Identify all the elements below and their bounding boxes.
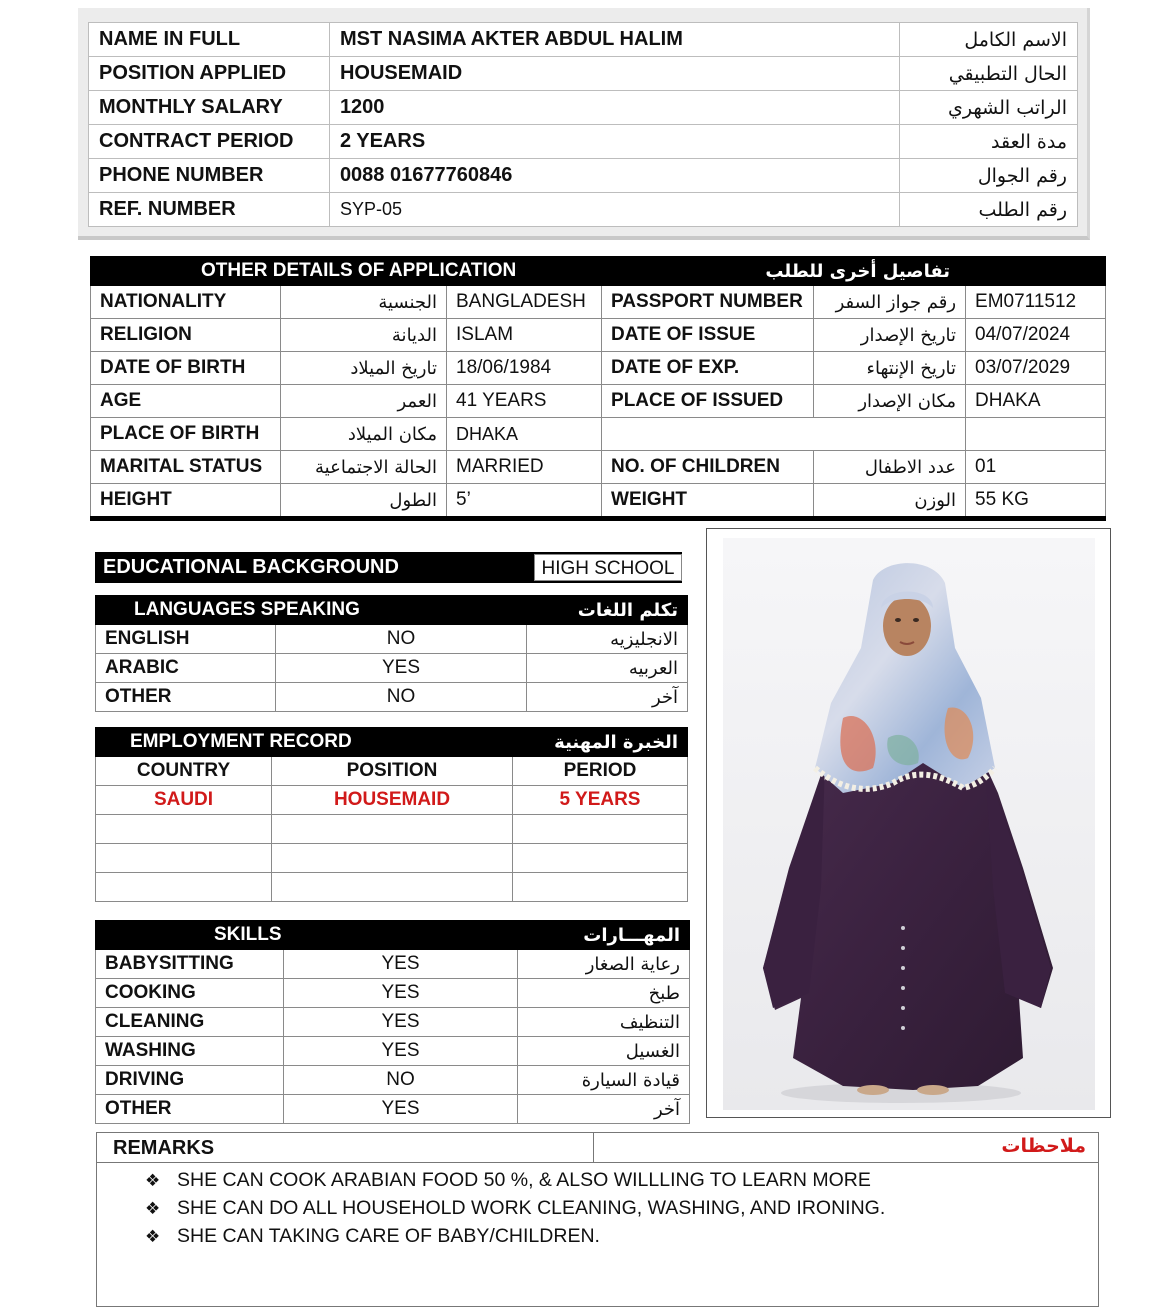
employment-header <box>96 728 688 757</box>
skills-header <box>96 921 690 950</box>
languages-title: LANGUAGES SPEAKING <box>96 596 527 625</box>
skills-title-ar: المهـــارات <box>518 921 690 950</box>
remarks-label-ar: ملاحظات <box>1001 1135 1086 1157</box>
remarks-list <box>145 1166 885 1250</box>
height-label-ar: الطول <box>281 484 447 519</box>
language-label: ENGLISH <box>96 625 276 654</box>
language-label: OTHER <box>96 683 276 712</box>
remark-text: SHE CAN TAKING CARE OF BABY/CHILDREN. <box>177 1225 600 1247</box>
skill-value: YES <box>284 979 518 1008</box>
list-item <box>145 1166 885 1194</box>
issue-date-value: 04/07/2024 <box>966 319 1106 352</box>
skill-label: WASHING <box>96 1037 284 1066</box>
religion-value: ISLAM <box>447 319 602 352</box>
table-row <box>96 815 688 844</box>
phone-label: PHONE NUMBER <box>89 159 330 193</box>
place-issued-label: PLACE OF ISSUED <box>602 385 814 418</box>
passport-value: EM0711512 <box>966 286 1106 319</box>
children-label-ar: عدد الاطفال <box>814 451 966 484</box>
expiry-label-ar: تاريخ الإنتهاء <box>814 352 966 385</box>
personal-info-table <box>88 22 1078 227</box>
expiry-label: DATE OF EXP. <box>602 352 814 385</box>
name-label: NAME IN FULL <box>89 23 330 57</box>
empty-cell <box>272 873 513 902</box>
expiry-value: 03/07/2029 <box>966 352 1106 385</box>
diamond-bullet-icon: ❖ <box>145 1227 161 1247</box>
skills-title: SKILLS <box>96 921 518 950</box>
nationality-label: NATIONALITY <box>91 286 281 319</box>
table-row <box>91 484 1106 519</box>
age-label: AGE <box>91 385 281 418</box>
passport-label-ar: رقم جواز السفر <box>814 286 966 319</box>
language-value: NO <box>276 625 527 654</box>
languages-title-ar: تكلم اللغات <box>527 596 688 625</box>
table-row <box>96 1008 690 1037</box>
column-header: PERIOD <box>513 757 688 786</box>
table-row <box>96 1066 690 1095</box>
empty-cell <box>96 815 272 844</box>
diamond-bullet-icon: ❖ <box>145 1199 161 1219</box>
skill-value: YES <box>284 1008 518 1037</box>
table-row <box>89 193 1078 227</box>
diamond-bullet-icon: ❖ <box>145 1171 161 1191</box>
other-details-header <box>91 257 1106 286</box>
children-value: 01 <box>966 451 1106 484</box>
salary-label-ar: الراتب الشهري <box>899 91 1077 125</box>
table-row <box>91 286 1106 319</box>
skill-label-ar: رعاية الصغار <box>518 950 690 979</box>
skill-value: NO <box>284 1066 518 1095</box>
religion-label: RELIGION <box>91 319 281 352</box>
skill-label-ar: قيادة السيارة <box>518 1066 690 1095</box>
table-row <box>96 844 688 873</box>
empty-cell <box>272 844 513 873</box>
passport-label: PASSPORT NUMBER <box>602 286 814 319</box>
name-value: MST NASIMA AKTER ABDUL HALIM <box>329 23 899 57</box>
phone-label-ar: رقم الجوال <box>899 159 1077 193</box>
remarks-divider <box>593 1133 594 1162</box>
phone-value: 0088 01677760846 <box>329 159 899 193</box>
empty-cell <box>96 873 272 902</box>
employment-title: EMPLOYMENT RECORD <box>96 728 513 757</box>
column-header: COUNTRY <box>96 757 272 786</box>
language-label-ar: الانجليزيه <box>527 625 688 654</box>
dob-label: DATE OF BIRTH <box>91 352 281 385</box>
weight-label: WEIGHT <box>602 484 814 519</box>
age-label-ar: العمر <box>281 385 447 418</box>
skill-label: OTHER <box>96 1095 284 1124</box>
skill-value: YES <box>284 1095 518 1124</box>
employment-position: HOUSEMAID <box>272 786 513 815</box>
applicant-photo <box>723 538 1095 1110</box>
table-row <box>89 159 1078 193</box>
other-details-title-ar: تفاصيل أخرى للطلب <box>602 257 1106 286</box>
personal-info-panel <box>78 8 1090 240</box>
skill-label-ar: الغسيل <box>518 1037 690 1066</box>
empty-cell <box>513 873 688 902</box>
weight-value: 55 KG <box>966 484 1106 519</box>
education-value: HIGH SCHOOL <box>534 554 682 581</box>
position-value: HOUSEMAID <box>329 57 899 91</box>
table-row <box>96 1095 690 1124</box>
ref-label-ar: رقم الطلب <box>899 193 1077 227</box>
languages-table <box>95 595 688 712</box>
contract-label: CONTRACT PERIOD <box>89 125 330 159</box>
birthplace-value: DHAKA <box>447 418 602 451</box>
birthplace-label: PLACE OF BIRTH <box>91 418 281 451</box>
remark-text: SHE CAN COOK ARABIAN FOOD 50 %, & ALSO WILLLING TO LEARN MORE <box>177 1169 871 1191</box>
employment-table <box>95 727 688 902</box>
remark-text: SHE CAN DO ALL HOUSEHOLD WORK CLEANING, WASHING, AND IRONING. <box>177 1197 886 1219</box>
skill-label: CLEANING <box>96 1008 284 1037</box>
marital-value: MARRIED <box>447 451 602 484</box>
table-row <box>91 352 1106 385</box>
salary-label: MONTHLY SALARY <box>89 91 330 125</box>
empty-cell <box>513 815 688 844</box>
issue-date-label-ar: تاريخ الإصدار <box>814 319 966 352</box>
table-row <box>91 319 1106 352</box>
empty-cell <box>513 844 688 873</box>
remarks-header <box>97 1133 1098 1163</box>
place-issued-label-ar: مكان الإصدار <box>814 385 966 418</box>
language-label: ARABIC <box>96 654 276 683</box>
ref-label: REF. NUMBER <box>89 193 330 227</box>
height-value: 5’ <box>447 484 602 519</box>
language-value: NO <box>276 683 527 712</box>
employment-country: SAUDI <box>96 786 272 815</box>
dob-value: 18/06/1984 <box>447 352 602 385</box>
children-label: NO. OF CHILDREN <box>602 451 814 484</box>
language-label-ar: العربيه <box>527 654 688 683</box>
contract-value: 2 YEARS <box>329 125 899 159</box>
table-row <box>96 654 688 683</box>
table-row <box>89 57 1078 91</box>
table-row <box>91 385 1106 418</box>
salary-value: 1200 <box>329 91 899 125</box>
list-item <box>145 1222 885 1250</box>
empty-cell <box>602 418 966 451</box>
birthplace-label-ar: مكان الميلاد <box>281 418 447 451</box>
skill-label-ar: طبخ <box>518 979 690 1008</box>
place-issued-value: DHAKA <box>966 385 1106 418</box>
weight-label-ar: الوزن <box>814 484 966 519</box>
list-item <box>145 1194 885 1222</box>
column-header: POSITION <box>272 757 513 786</box>
dob-label-ar: تاريخ الميلاد <box>281 352 447 385</box>
marital-label: MARITAL STATUS <box>91 451 281 484</box>
name-label-ar: الاسم الكامل <box>899 23 1077 57</box>
table-row <box>91 418 1106 451</box>
applicant-photo-frame <box>706 528 1111 1118</box>
language-value: YES <box>276 654 527 683</box>
religion-label-ar: الديانة <box>281 319 447 352</box>
position-label-ar: الحال التطبيقي <box>899 57 1077 91</box>
nationality-value: BANGLADESH <box>447 286 602 319</box>
remarks-label: REMARKS <box>113 1137 215 1159</box>
skill-label: COOKING <box>96 979 284 1008</box>
age-value: 41 YEARS <box>447 385 602 418</box>
marital-label-ar: الحالة الاجتماعية <box>281 451 447 484</box>
table-row <box>96 950 690 979</box>
language-label-ar: آخر <box>527 683 688 712</box>
table-row <box>96 979 690 1008</box>
employment-columns <box>96 757 688 786</box>
skill-value: YES <box>284 1037 518 1066</box>
empty-cell <box>272 815 513 844</box>
issue-date-label: DATE OF ISSUE <box>602 319 814 352</box>
nationality-label-ar: الجنسية <box>281 286 447 319</box>
position-label: POSITION APPLIED <box>89 57 330 91</box>
height-label: HEIGHT <box>91 484 281 519</box>
remarks-panel <box>96 1132 1099 1307</box>
empty-cell <box>966 418 1106 451</box>
contract-label-ar: مدة العقد <box>899 125 1077 159</box>
other-details-title: OTHER DETAILS OF APPLICATION <box>91 257 602 286</box>
education-label: EDUCATIONAL BACKGROUND <box>103 556 399 578</box>
employment-period: 5 YEARS <box>513 786 688 815</box>
table-row <box>96 625 688 654</box>
skill-label: BABYSITTING <box>96 950 284 979</box>
skills-table <box>95 920 690 1124</box>
skill-label: DRIVING <box>96 1066 284 1095</box>
table-row <box>96 786 688 815</box>
other-details-table <box>90 256 1106 521</box>
skill-label-ar: التنظيف <box>518 1008 690 1037</box>
skill-label-ar: آخر <box>518 1095 690 1124</box>
table-row <box>89 23 1078 57</box>
ref-value: SYP-05 <box>329 193 899 227</box>
table-row <box>89 91 1078 125</box>
table-row <box>91 451 1106 484</box>
education-bar <box>95 552 682 583</box>
languages-header <box>96 596 688 625</box>
table-row <box>96 683 688 712</box>
empty-cell <box>96 844 272 873</box>
table-row <box>96 873 688 902</box>
table-row <box>89 125 1078 159</box>
table-row <box>96 1037 690 1066</box>
skill-value: YES <box>284 950 518 979</box>
employment-title-ar: الخبرة المهنية <box>513 728 688 757</box>
